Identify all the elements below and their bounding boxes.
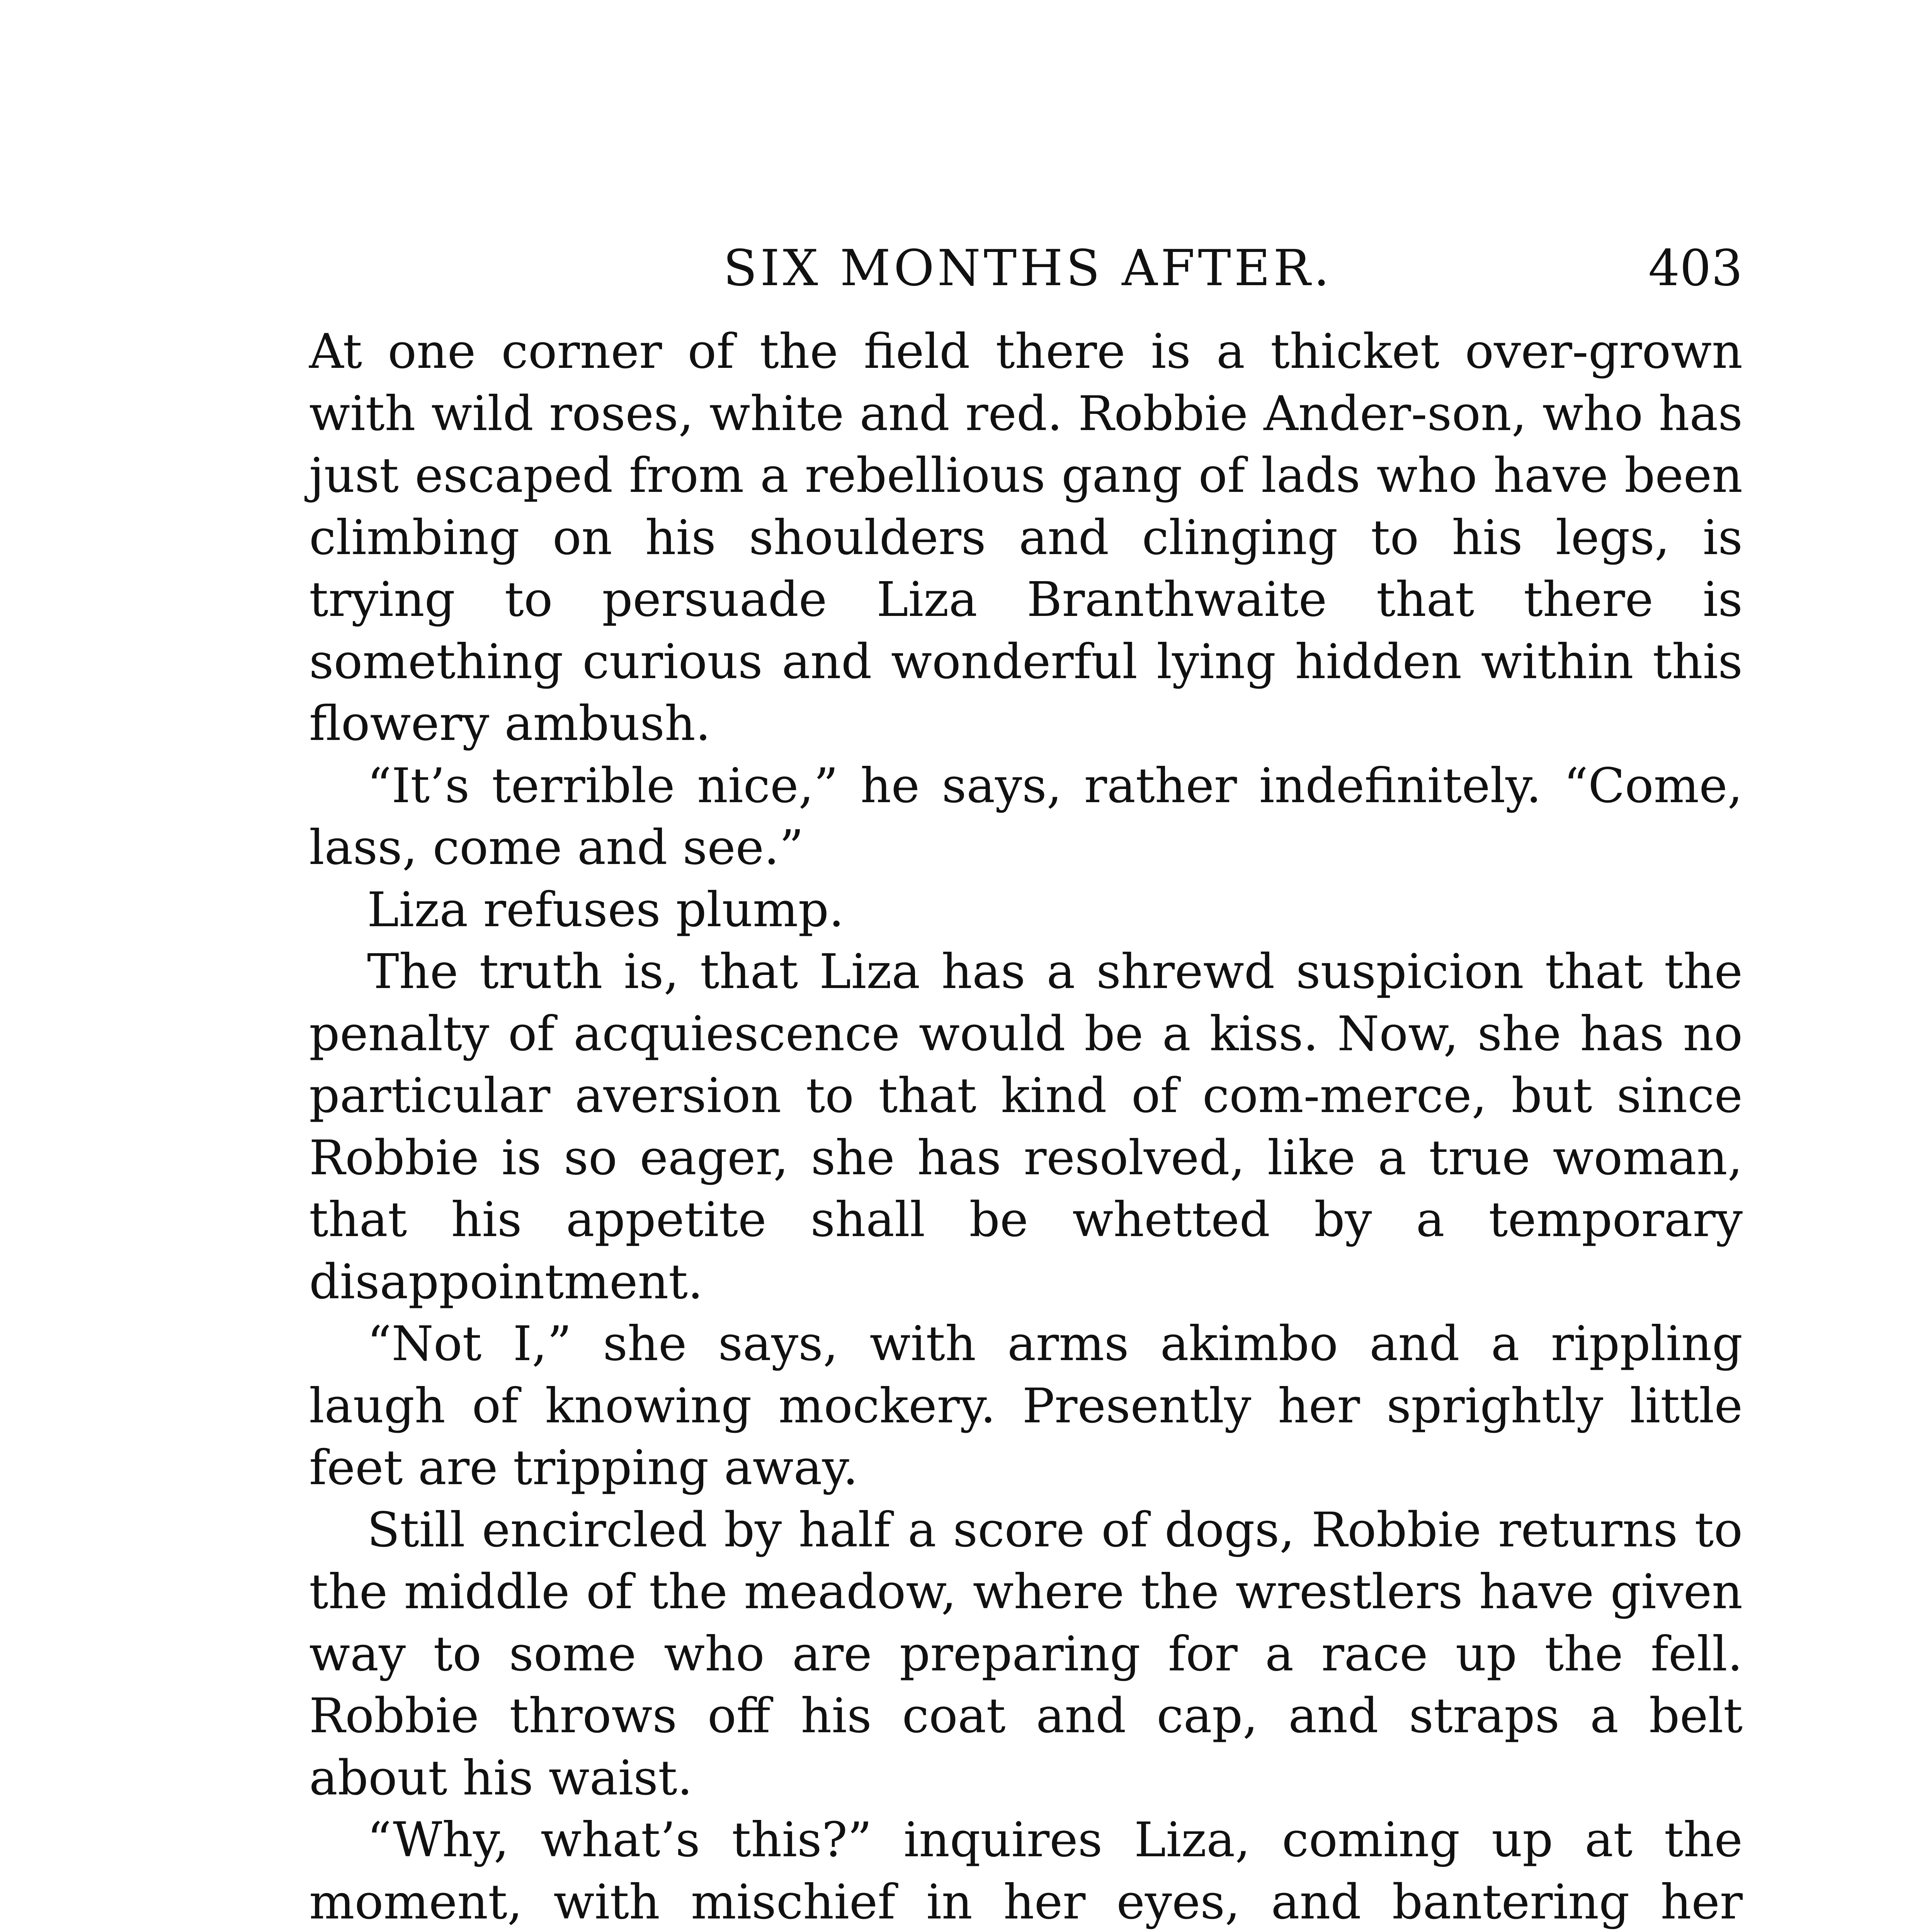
paragraph: At one corner of the field there is a thicket over-grown with wild roses, white and red. Robbie Ander-son, who has just escaped from a rebellious gang of lads who have been climbing on his shoulders and clinging to his legs, is trying to persuade Liza Branthwaite that there is something curious and wonderful lying hidden within this flowery ambush. — [309, 324, 1743, 752]
paragraph: Still encircled by half a score of dogs, Robbie returns to the middle of the meadow, where the wrestlers have given way to some who are preparing for a race up the fell. Robbie throws off his coat and cap, and straps a belt about his waist. — [309, 1502, 1743, 1806]
running-head — [313, 238, 1743, 299]
paragraph: “Why, what’s this?” inquires Liza, coming up at the moment, with mischief in her eyes, and bantering her — [309, 1812, 1743, 1930]
chapter-title: SIX MONTHS AFTER. — [723, 240, 1333, 297]
paragraph: “Not I,” she says, with arms akimbo and a rippling laugh of knowing mockery. Presently her sprightly little feet are tripping away. — [309, 1316, 1743, 1496]
paragraph: Liza refuses plump. — [367, 882, 844, 938]
page-number: 403 — [1648, 240, 1743, 297]
paragraph: “It’s terrible nice,” he says, rather indefinitely. “Come, lass, come and see.” — [309, 758, 1743, 876]
body-text — [309, 321, 1743, 1932]
paragraph: The truth is, that Liza has a shrewd suspicion that the penalty of acquiescence would be a kiss. Now, she has no particular aversion to that kind of com-merce, but since Robbie is so eager, she has resolved, like a true woman, that his appetite shall be whetted by a temporary disappointment. — [309, 944, 1743, 1310]
